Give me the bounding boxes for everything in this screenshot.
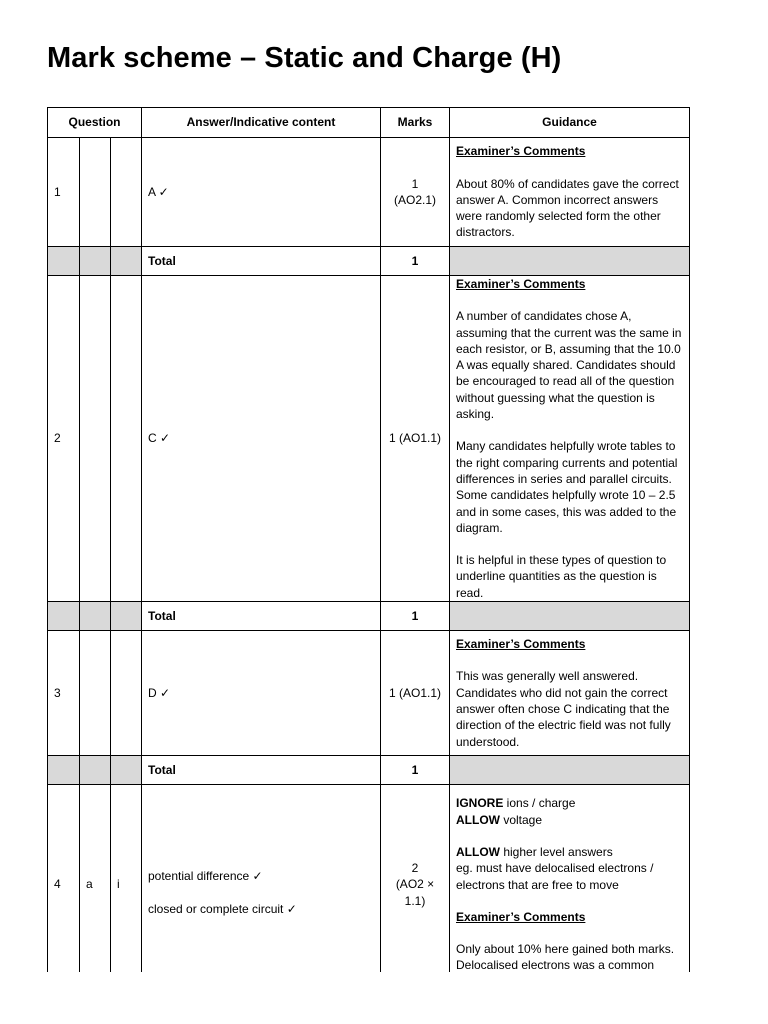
total-row bbox=[48, 602, 690, 631]
answer-cell bbox=[142, 785, 381, 985]
examiner-comments-heading: Examiner’s Comments bbox=[456, 144, 586, 159]
total-marks: 1 bbox=[381, 602, 450, 631]
allow-note: ALLOW higher level answers bbox=[456, 844, 613, 859]
answer-cell: D ✓ bbox=[142, 631, 381, 756]
examiner-comments-heading: Examiner’s Comments bbox=[456, 909, 586, 924]
answer-line: closed or complete circuit ✓ bbox=[148, 901, 297, 916]
question-subpart bbox=[111, 631, 142, 756]
allow-note: ALLOW voltage bbox=[456, 812, 543, 827]
marks-ao: (AO2.1) bbox=[393, 193, 436, 207]
examiner-comment: Many candidates helpfully wrote tables to the right comparing currents and potential differences in series and parallel circuits. Some candidates helpfully wrote 10 – 2.5 and in some cases, this was added to the diagram. bbox=[456, 439, 678, 535]
header-answer: Answer/Indicative content bbox=[142, 108, 381, 138]
header-marks: Marks bbox=[381, 108, 450, 138]
question-subpart bbox=[111, 276, 142, 602]
examiner-comments-heading: Examiner’s Comments bbox=[456, 277, 586, 291]
marks-cell bbox=[381, 785, 450, 985]
answer-cell: A ✓ bbox=[142, 138, 381, 247]
ignore-note: IGNORE ions / charge bbox=[456, 796, 576, 811]
table-header-row bbox=[48, 108, 690, 138]
header-guidance: Guidance bbox=[450, 108, 690, 138]
guidance-cell bbox=[450, 138, 690, 247]
examiner-comment: About 80% of candidates gave the correct answer A. Common incorrect answers were randomly selected form the other distractors. bbox=[456, 176, 679, 240]
header-question: Question bbox=[48, 108, 142, 138]
table-row bbox=[48, 276, 690, 602]
question-part bbox=[80, 138, 111, 247]
total-label: Total bbox=[142, 756, 381, 785]
table-row bbox=[48, 785, 690, 985]
total-label: Total bbox=[142, 602, 381, 631]
examiner-comment: Only about 10% here gained both marks. Delocalised electrons was a common bbox=[456, 942, 675, 973]
marks-cell bbox=[381, 138, 450, 247]
page-title: Mark scheme – Static and Charge (H) bbox=[47, 42, 562, 74]
allow-detail: eg. must have delocalised electrons / electrons that are free to move bbox=[456, 861, 654, 892]
marks-cell: 1 (AO1.1) bbox=[381, 631, 450, 756]
marks-value: 1 bbox=[411, 176, 419, 191]
question-part bbox=[80, 631, 111, 756]
total-label: Total bbox=[142, 247, 381, 276]
marks-ao: 1.1) bbox=[404, 893, 426, 908]
total-marks: 1 bbox=[381, 247, 450, 276]
question-part bbox=[80, 276, 111, 602]
mark-scheme-table bbox=[47, 107, 690, 985]
table-row bbox=[48, 138, 690, 247]
examiner-comment: This was generally well answered. Candidates who did not gain the correct answer often chose C indicating that the direction of the electric field was not fully understood. bbox=[456, 669, 671, 749]
examiner-comments-heading: Examiner’s Comments bbox=[456, 637, 586, 652]
examiner-comment: It is helpful in these types of question to underline quantities as the question is read. bbox=[456, 553, 667, 600]
marks-ao: (AO2 × bbox=[395, 877, 435, 892]
marks-value: 2 bbox=[411, 861, 419, 876]
table-row bbox=[48, 631, 690, 756]
answer-cell: C ✓ bbox=[142, 276, 381, 602]
guidance-cell bbox=[450, 785, 690, 985]
question-number: 4 bbox=[48, 785, 80, 985]
total-row bbox=[48, 756, 690, 785]
total-row bbox=[48, 247, 690, 276]
guidance-cell bbox=[450, 276, 690, 602]
guidance-cell bbox=[450, 631, 690, 756]
question-number: 3 bbox=[48, 631, 80, 756]
question-subpart: i bbox=[111, 785, 142, 985]
examiner-comment: A number of candidates chose A, assuming that the current was the same in each resistor, or B, assuming that the 10.0 A was equally shared. Candidates should be encouraged to read all of the question without guessing what the question is asking. bbox=[456, 309, 682, 422]
total-marks: 1 bbox=[381, 756, 450, 785]
marks-cell: 1 (AO1.1) bbox=[381, 276, 450, 602]
question-number: 1 bbox=[48, 138, 80, 247]
question-subpart bbox=[111, 138, 142, 247]
question-number: 2 bbox=[48, 276, 80, 602]
page-cutoff bbox=[0, 972, 768, 1024]
answer-line: potential difference ✓ bbox=[148, 869, 263, 884]
question-part: a bbox=[80, 785, 111, 985]
